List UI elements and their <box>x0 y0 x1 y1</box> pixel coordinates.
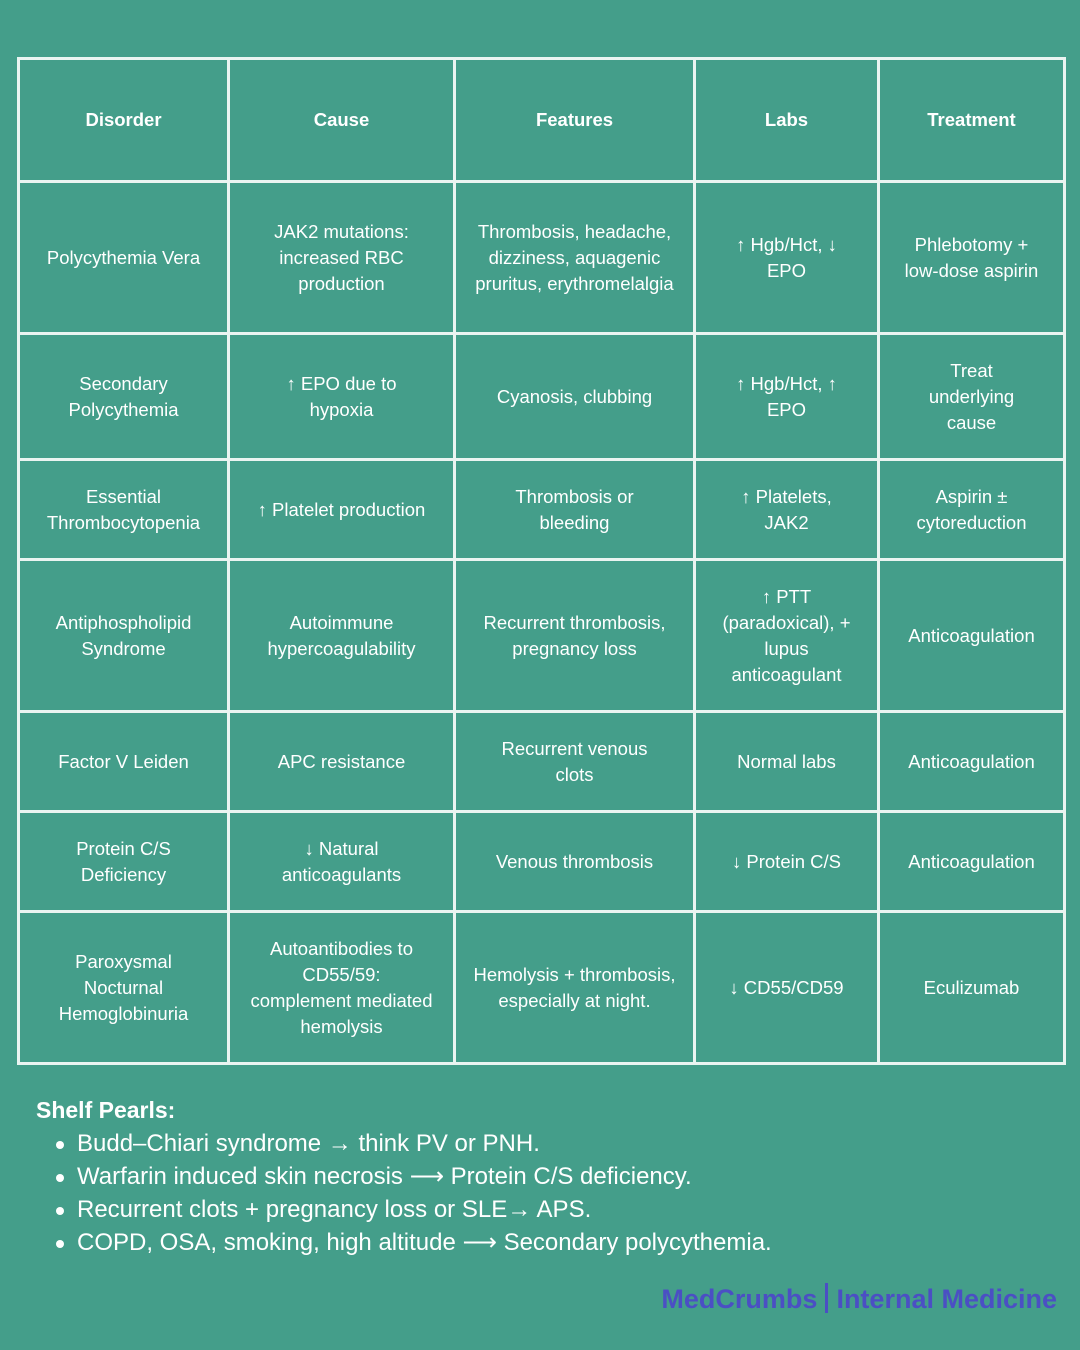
comparison-table-container <box>17 57 1063 1065</box>
table-row <box>19 912 1065 1064</box>
pearl-text: Budd–Chiari syndrome → think PV or PNH. <box>77 1130 540 1157</box>
cell-labs: ↑ Platelets, JAK2 <box>695 460 879 560</box>
shelf-pearls-list <box>36 1127 1046 1259</box>
header-labs: Labs <box>695 59 879 182</box>
brand-subtitle: Internal Medicine <box>836 1284 1057 1314</box>
cell-treatment: Treat underlying cause <box>879 334 1065 460</box>
header-disorder: Disorder <box>19 59 229 182</box>
bullet-icon <box>56 1240 64 1248</box>
cell-features: Thrombosis, headache, dizziness, aquagenic pruritus, erythromelalgia <box>455 182 695 334</box>
header-features: Features <box>455 59 695 182</box>
cell-features: Thrombosis or bleeding <box>455 460 695 560</box>
cell-features: Venous thrombosis <box>455 812 695 912</box>
cell-features: Recurrent venous clots <box>455 712 695 812</box>
cell-treatment: Eculizumab <box>879 912 1065 1064</box>
table-row <box>19 712 1065 812</box>
cell-disorder: Paroxysmal Nocturnal Hemoglobinuria <box>19 912 229 1064</box>
table-header-row <box>19 59 1065 182</box>
table-row <box>19 812 1065 912</box>
cell-cause: Autoimmune hypercoagulability <box>229 560 455 712</box>
list-item <box>36 1226 1046 1259</box>
cell-treatment: Anticoagulation <box>879 812 1065 912</box>
pearl-text: Warfarin induced skin necrosis ⟶ Protein C/S deficiency. <box>77 1163 692 1190</box>
cell-features: Hemolysis + thrombosis, especially at night. <box>455 912 695 1064</box>
cell-disorder: Protein C/S Deficiency <box>19 812 229 912</box>
brand-name: MedCrumbs <box>661 1284 818 1314</box>
cell-treatment: Anticoagulation <box>879 712 1065 812</box>
cell-disorder: Factor V Leiden <box>19 712 229 812</box>
header-treatment: Treatment <box>879 59 1065 182</box>
cell-treatment: Aspirin ± cytoreduction <box>879 460 1065 560</box>
header-cause: Cause <box>229 59 455 182</box>
brand-divider <box>825 1283 828 1313</box>
bullet-icon <box>56 1207 64 1215</box>
bullet-icon <box>56 1174 64 1182</box>
cell-cause: ↑ Platelet production <box>229 460 455 560</box>
shelf-pearls-title: Shelf Pearls: <box>36 1097 176 1123</box>
cell-disorder: Secondary Polycythemia <box>19 334 229 460</box>
table-row <box>19 460 1065 560</box>
cell-labs: Normal labs <box>695 712 879 812</box>
cell-labs: ↑ PTT (paradoxical), + lupus anticoagulant <box>695 560 879 712</box>
list-item <box>36 1127 1046 1160</box>
cell-disorder: Essential Thrombocytopenia <box>19 460 229 560</box>
list-item <box>36 1160 1046 1193</box>
table-row <box>19 334 1065 460</box>
cell-features: Cyanosis, clubbing <box>455 334 695 460</box>
pearl-text: Recurrent clots + pregnancy loss or SLE→ APS. <box>77 1196 592 1223</box>
cell-labs: ↓ Protein C/S <box>695 812 879 912</box>
cell-labs: ↑ Hgb/Hct, ↓ EPO <box>695 182 879 334</box>
cell-features: Recurrent thrombosis, pregnancy loss <box>455 560 695 712</box>
list-item <box>36 1193 1046 1226</box>
disorder-comparison-table <box>17 57 1066 1065</box>
cell-treatment: Anticoagulation <box>879 560 1065 712</box>
cell-cause: ↓ Natural anticoagulants <box>229 812 455 912</box>
cell-treatment: Phlebotomy + low-dose aspirin <box>879 182 1065 334</box>
cell-cause: JAK2 mutations: increased RBC production <box>229 182 455 334</box>
cell-disorder: Polycythemia Vera <box>19 182 229 334</box>
bullet-icon <box>56 1141 64 1149</box>
brand-footer <box>661 1282 1057 1316</box>
cell-cause: APC resistance <box>229 712 455 812</box>
shelf-pearls-section <box>36 1094 1046 1259</box>
cell-cause: ↑ EPO due to hypoxia <box>229 334 455 460</box>
cell-disorder: Antiphospholipid Syndrome <box>19 560 229 712</box>
cell-labs: ↓ CD55/CD59 <box>695 912 879 1064</box>
pearl-text: COPD, OSA, smoking, high altitude ⟶ Secondary polycythemia. <box>77 1229 772 1256</box>
table-row <box>19 182 1065 334</box>
cell-cause: Autoantibodies to CD55/59: complement mediated hemolysis <box>229 912 455 1064</box>
cell-labs: ↑ Hgb/Hct, ↑ EPO <box>695 334 879 460</box>
table-row <box>19 560 1065 712</box>
